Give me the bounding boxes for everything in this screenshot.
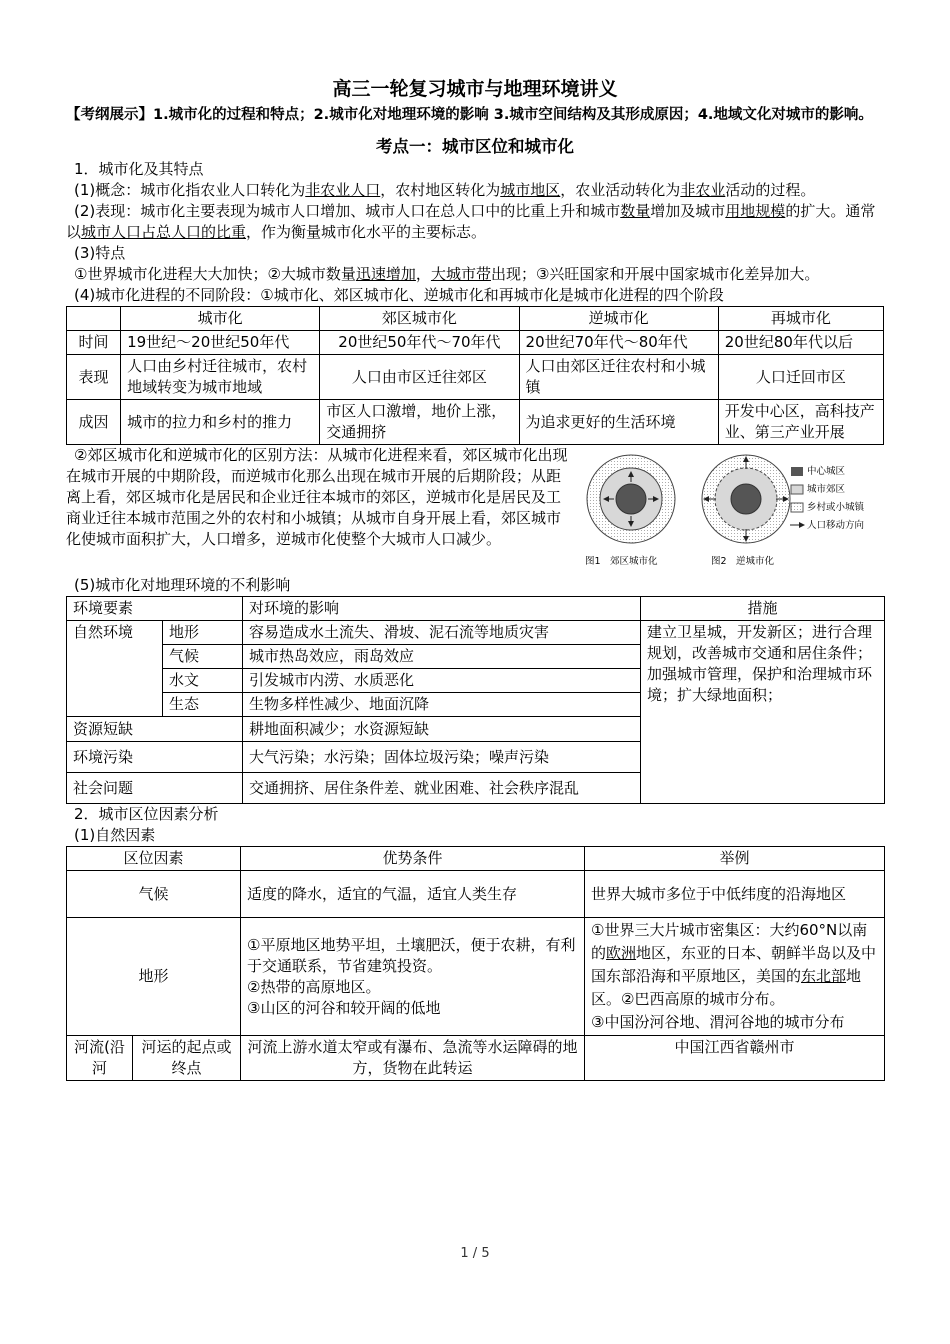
concept-paragraph: (1)概念：城市化指农业人口转化为非农业人口，农村地区转化为城市地区，农业活动转化为非农业活动的过程。 [74,181,816,199]
table-row: 生态 生物多样性减少、地面沉降 [67,693,885,717]
table-row: 成因 城市的拉力和乡村的推力 市区人口激增，地价上涨，交通拥挤 为追求更好的生活环境 开发中心区，高科技产业、第三产业开展 [67,400,884,445]
terrain-examples: ①世界三大片城市密集区：大约60°N以南的欧洲地区，东亚的日本、朝鲜半岛以及中国东部沿海和平原地区，美国的东北部地区。②巴西高原的城市分布。 ③中国汾河谷地、渭河谷地的城市分布 [585,918,885,1036]
stages-table [66,306,884,445]
legend-item: 人口移动方向 [807,520,865,531]
table-header-row: 环境要素 对环境的影响 措施 [67,597,885,621]
table-header-row: 区位因素 优势条件 举例 [67,847,885,871]
urbanization-figure [571,445,884,575]
diff-with-figure [66,445,884,575]
figure-caption-1: 图1 郊区城市化 [585,556,658,567]
document-page [66,70,884,1081]
performance-paragraph: (2)表现：城市化主要表现为城市人口增加、城市人口在总人口中的比重上升和城市数量增加及城市用地规模的扩大。通常以城市人口占总人口的比重，作为衡量城市化水平的主要标志。 [66,202,876,241]
natural-factors-heading: (1)自然因素 [74,826,156,844]
legend-swatches [790,467,804,525]
table-row: 气候 适度的降水，适宜的气温，适宜人类生存 世界大城市多位于中低纬度的沿海地区 [67,871,885,918]
figure-caption-2: 图2 逆城市化 [711,556,775,567]
page-number: 1 / 5 [460,1246,490,1261]
figure1-rings [587,455,675,543]
table-row: 环境污染 大气污染；水污染；固体垃圾污染；噪声污染 [67,742,885,773]
impact-table [66,596,885,804]
table-row: 表现 人口由乡村迁往城市，农村地域转变为城市地域 人口由市区迁往郊区 人口由郊区迁往农村和小城镇 人口迁回市区 [67,355,884,400]
location-table [66,846,885,1081]
table-row: 社会问题 交通拥挤、居住条件差、就业困难、社会秩序混乱 [67,773,885,804]
diff-paragraph: ②郊区城市化和逆城市化的区别方法：从城市化进程来看，郊区城市化出现在城市开展的中期阶段，而逆城市化那么出现在城市开展的后期阶段；从距离上看，郊区城市化是居民和企业迁往本城市的郊区，逆城市化是居民及工商业迁往本城市范围之外的农村和小城镇；从城市自身开展上看，郊区城市化使城市面积扩大，人口增多，逆城市化使整个大城市人口减少。 [66,446,568,548]
table-row: 气候 城市热岛效应，雨岛效应 [67,645,885,669]
page-title: 高三一轮复习城市与地理环境讲义 [332,78,618,100]
measures-cell: 建立卫星城，开发新区；进行合理规划，改善城市交通和居住条件；加强城市管理，保护和治理城市环境；扩大绿地面积； [641,621,885,804]
terrain-advantages: ①平原地区地势平坦，土壤肥沃，便于农耕，有利于交通联系，节省建筑投资。 ②热带的高原地区。 ③山区的河谷和较开阔的低地 [241,918,585,1036]
legend-item: 城市郊区 [807,484,846,495]
section-heading: 考点一：城市区位和城市化 [376,137,574,156]
heading-urbanization: 1．城市化及其特点 [74,160,204,178]
table-row: 水文 引发城市内涝、水质恶化 [67,669,885,693]
feature-heading: (3)特点 [74,244,126,262]
table-row: 资源短缺 耕地面积减少；水资源短缺 [67,717,885,742]
heading-location: 2．城市区位因素分析 [74,805,219,823]
feature-paragraph: ①世界城市化进程大大加快；②大城市数量迅速增加，大城市带出现；③兴旺国家和开展中国家城市化差异加大。 [74,265,820,283]
figure-legend [807,463,864,535]
stages-heading: (4)城市化进程的不同阶段：①城市化、郊区城市化、逆城市化和再城市化是城市化进程的四个阶段 [74,286,724,304]
table-header-row: 城市化 郊区城市化 逆城市化 再城市化 [67,307,884,331]
table-row: 自然环境 地形 容易造成水土流失、滑坡、泥石流等地质灾害 建立卫星城，开发新区；进行合理规划，改善城市交通和居住条件；加强城市管理，保护和治理城市环境；扩大绿地面积； [67,621,885,645]
table-row: 河流(沿河 河运的起点或终点 河流上游水道太窄或有瀑布、急流等水运障碍的地方，货物在此转运 中国江西省赣州市 [67,1036,885,1081]
legend-item: 中心城区 [807,466,846,477]
table-row: 时间 19世纪～20世纪50年代 20世纪50年代～70年代 20世纪70年代～80年代 20世纪80年代以后 [67,331,884,355]
table-row: 地形 ①平原地区地势平坦，土壤肥沃，便于农耕，有利于交通联系，节省建筑投资。 ②热带的高原地区。 ③山区的河谷和较开阔的低地 ①世界三大片城市密集区：大约60°N以南的欧洲地区，东亚的日本、朝鲜半岛以及中国东部沿海和平原地区，美国的东北部地区。②巴西高原的城市分布。 ③中国汾河谷地、渭河谷地的城市分布 [67,918,885,1036]
figure2-rings [702,455,790,543]
impact-heading: (5)城市化对地理环境的不利影响 [74,576,291,594]
legend-item: 乡村或小城镇 [807,502,865,513]
syllabus: 【考纲展示】1.城市化的过程和特点；2.城市化对地理环境的影响 3.城市空间结构及其形成原因；4.地域文化对城市的影响。 [66,107,873,123]
